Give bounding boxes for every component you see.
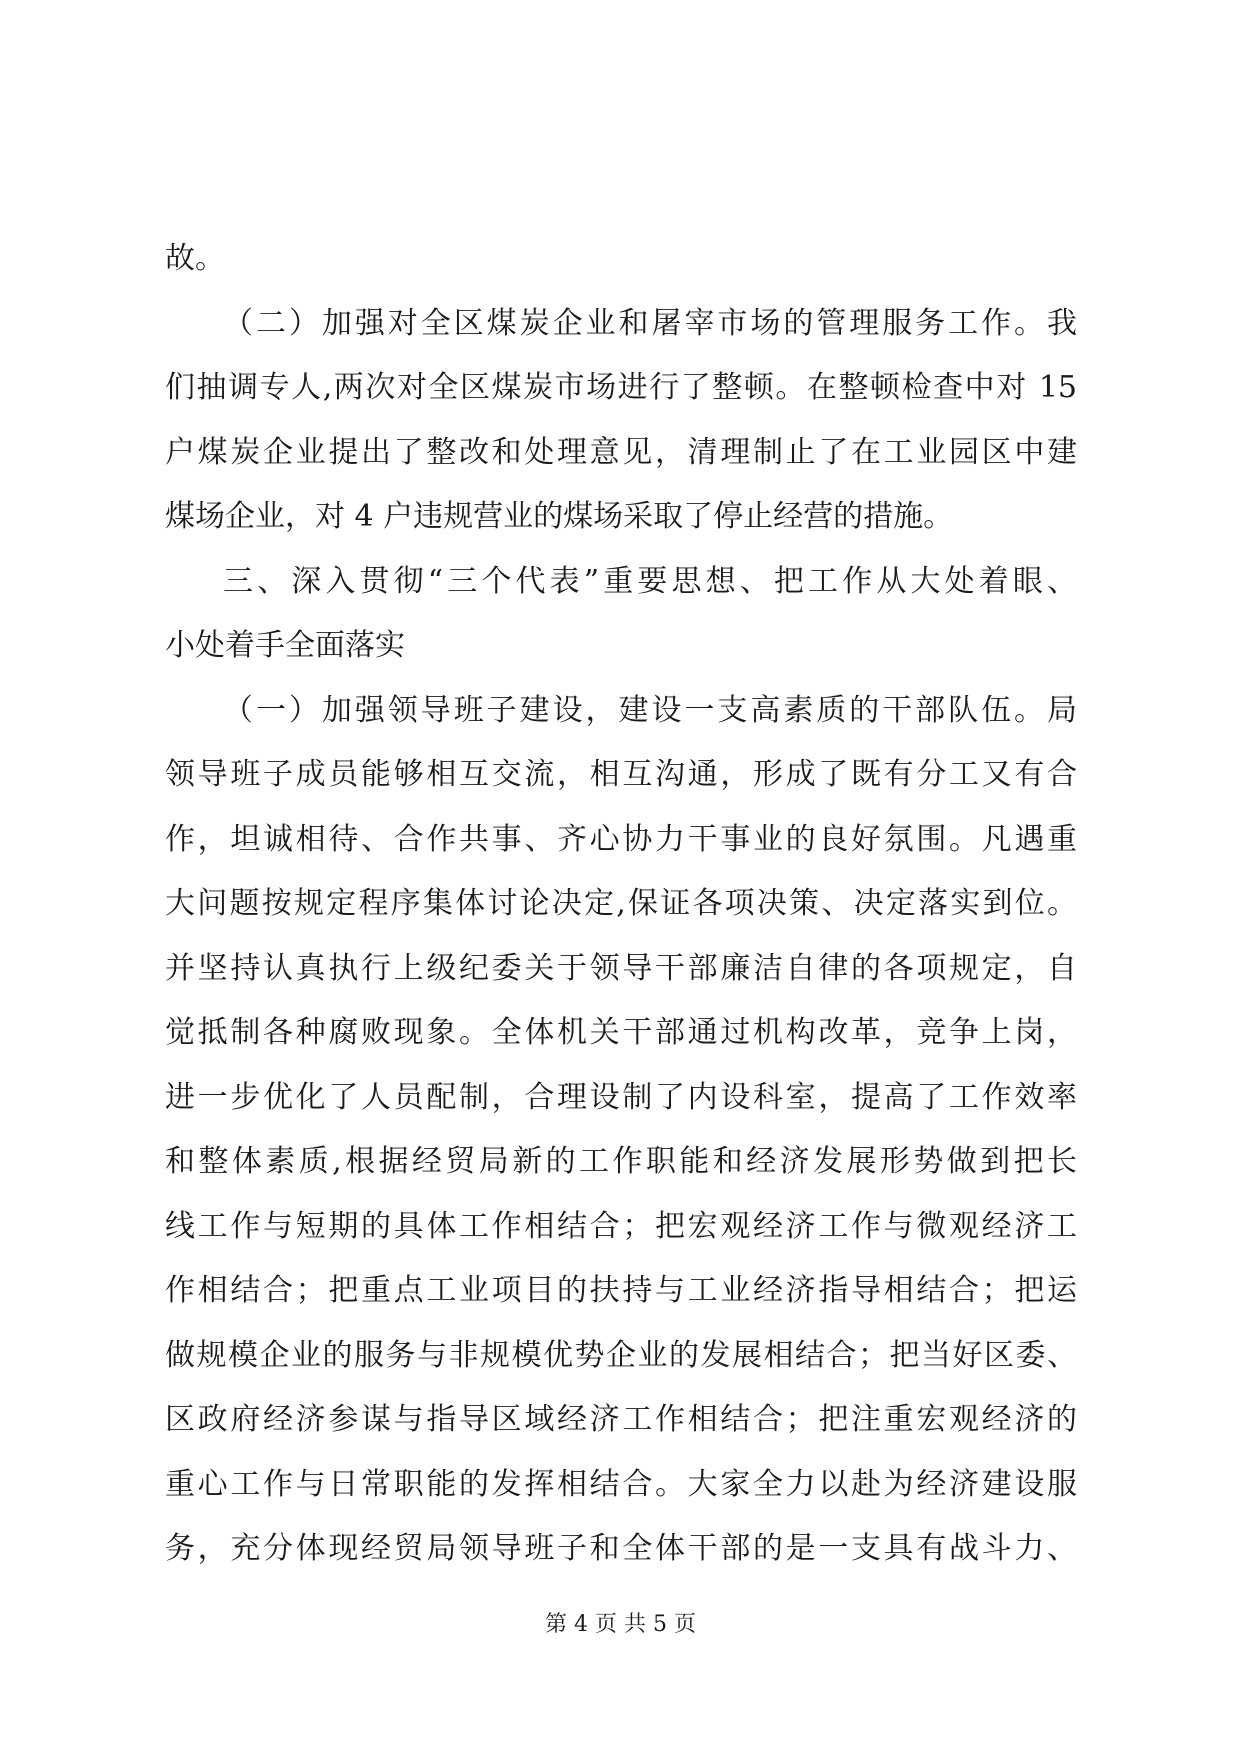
text-line: 煤场企业，对 4 户违规营业的煤场采取了停止经营的措施。 — [165, 499, 954, 534]
text-line: 故。 — [165, 241, 225, 276]
text-line: 做规模企业的服务与非规模优势企业的发展相结合；把当好区委、 — [165, 1337, 1077, 1373]
text-line: 区政府经济参谋与指导区域经济工作相结合；把注重宏观经济的 — [165, 1402, 1077, 1437]
text-line: 重心工作与日常职能的发挥相结合。大家全力以赴为经济建设服 — [165, 1466, 1077, 1502]
text-line: （一）加强领导班子建设，建设一支高素质的干部队伍。局 — [223, 692, 1077, 728]
text-line: 领导班子成员能够相互交流，相互沟通，形成了既有分工又有合 — [165, 757, 1077, 792]
text-line: 户煤炭企业提出了整改和处理意见，清理制止了在工业园区中建 — [165, 434, 1077, 470]
text-line: 并坚持认真执行上级纪委关于领导干部廉洁自律的各项规定，自 — [165, 950, 1077, 986]
page-number-label: 第 4 页 共 5 页 — [545, 1612, 696, 1637]
text-line: 线工作与短期的具体工作相结合；把宏观经济工作与微观经济工 — [165, 1208, 1077, 1244]
text-line: 作，坦诚相待、合作共事、齐心协力干事业的良好氛围。凡遇重 — [165, 821, 1077, 857]
section-heading-line: 小处着手全面落实 — [165, 628, 405, 663]
text-line: 觉抵制各种腐败现象。全体机关干部通过机构改革，竞争上岗， — [165, 1015, 1077, 1050]
text-line: 和整体素质,根据经贸局新的工作职能和经济发展形势做到把长 — [165, 1144, 1077, 1179]
page-footer — [0, 1610, 1241, 1640]
text-line: 大问题按规定程序集体讨论决定,保证各项决策、决定落实到位。 — [165, 886, 1077, 921]
body-text — [165, 227, 1077, 1582]
text-line: （二）加强对全区煤炭企业和屠宰市场的管理服务工作。我 — [223, 305, 1077, 341]
text-line: 进一步优化了人员配制，合理设制了内设科室，提高了工作效率 — [165, 1079, 1077, 1115]
section-heading-line: 三、深入贯彻“三个代表”重要思想、把工作从大处着眼、 — [223, 563, 1077, 599]
text-line: 作相结合；把重点工业项目的扶持与工业经济指导相结合；把运 — [165, 1273, 1077, 1308]
text-line: 务，充分体现经贸局领导班子和全体干部的是一支具有战斗力、 — [165, 1531, 1077, 1566]
text-line: 们抽调专人,两次对全区煤炭市场进行了整顿。在整顿检查中对 15 — [165, 370, 1077, 405]
